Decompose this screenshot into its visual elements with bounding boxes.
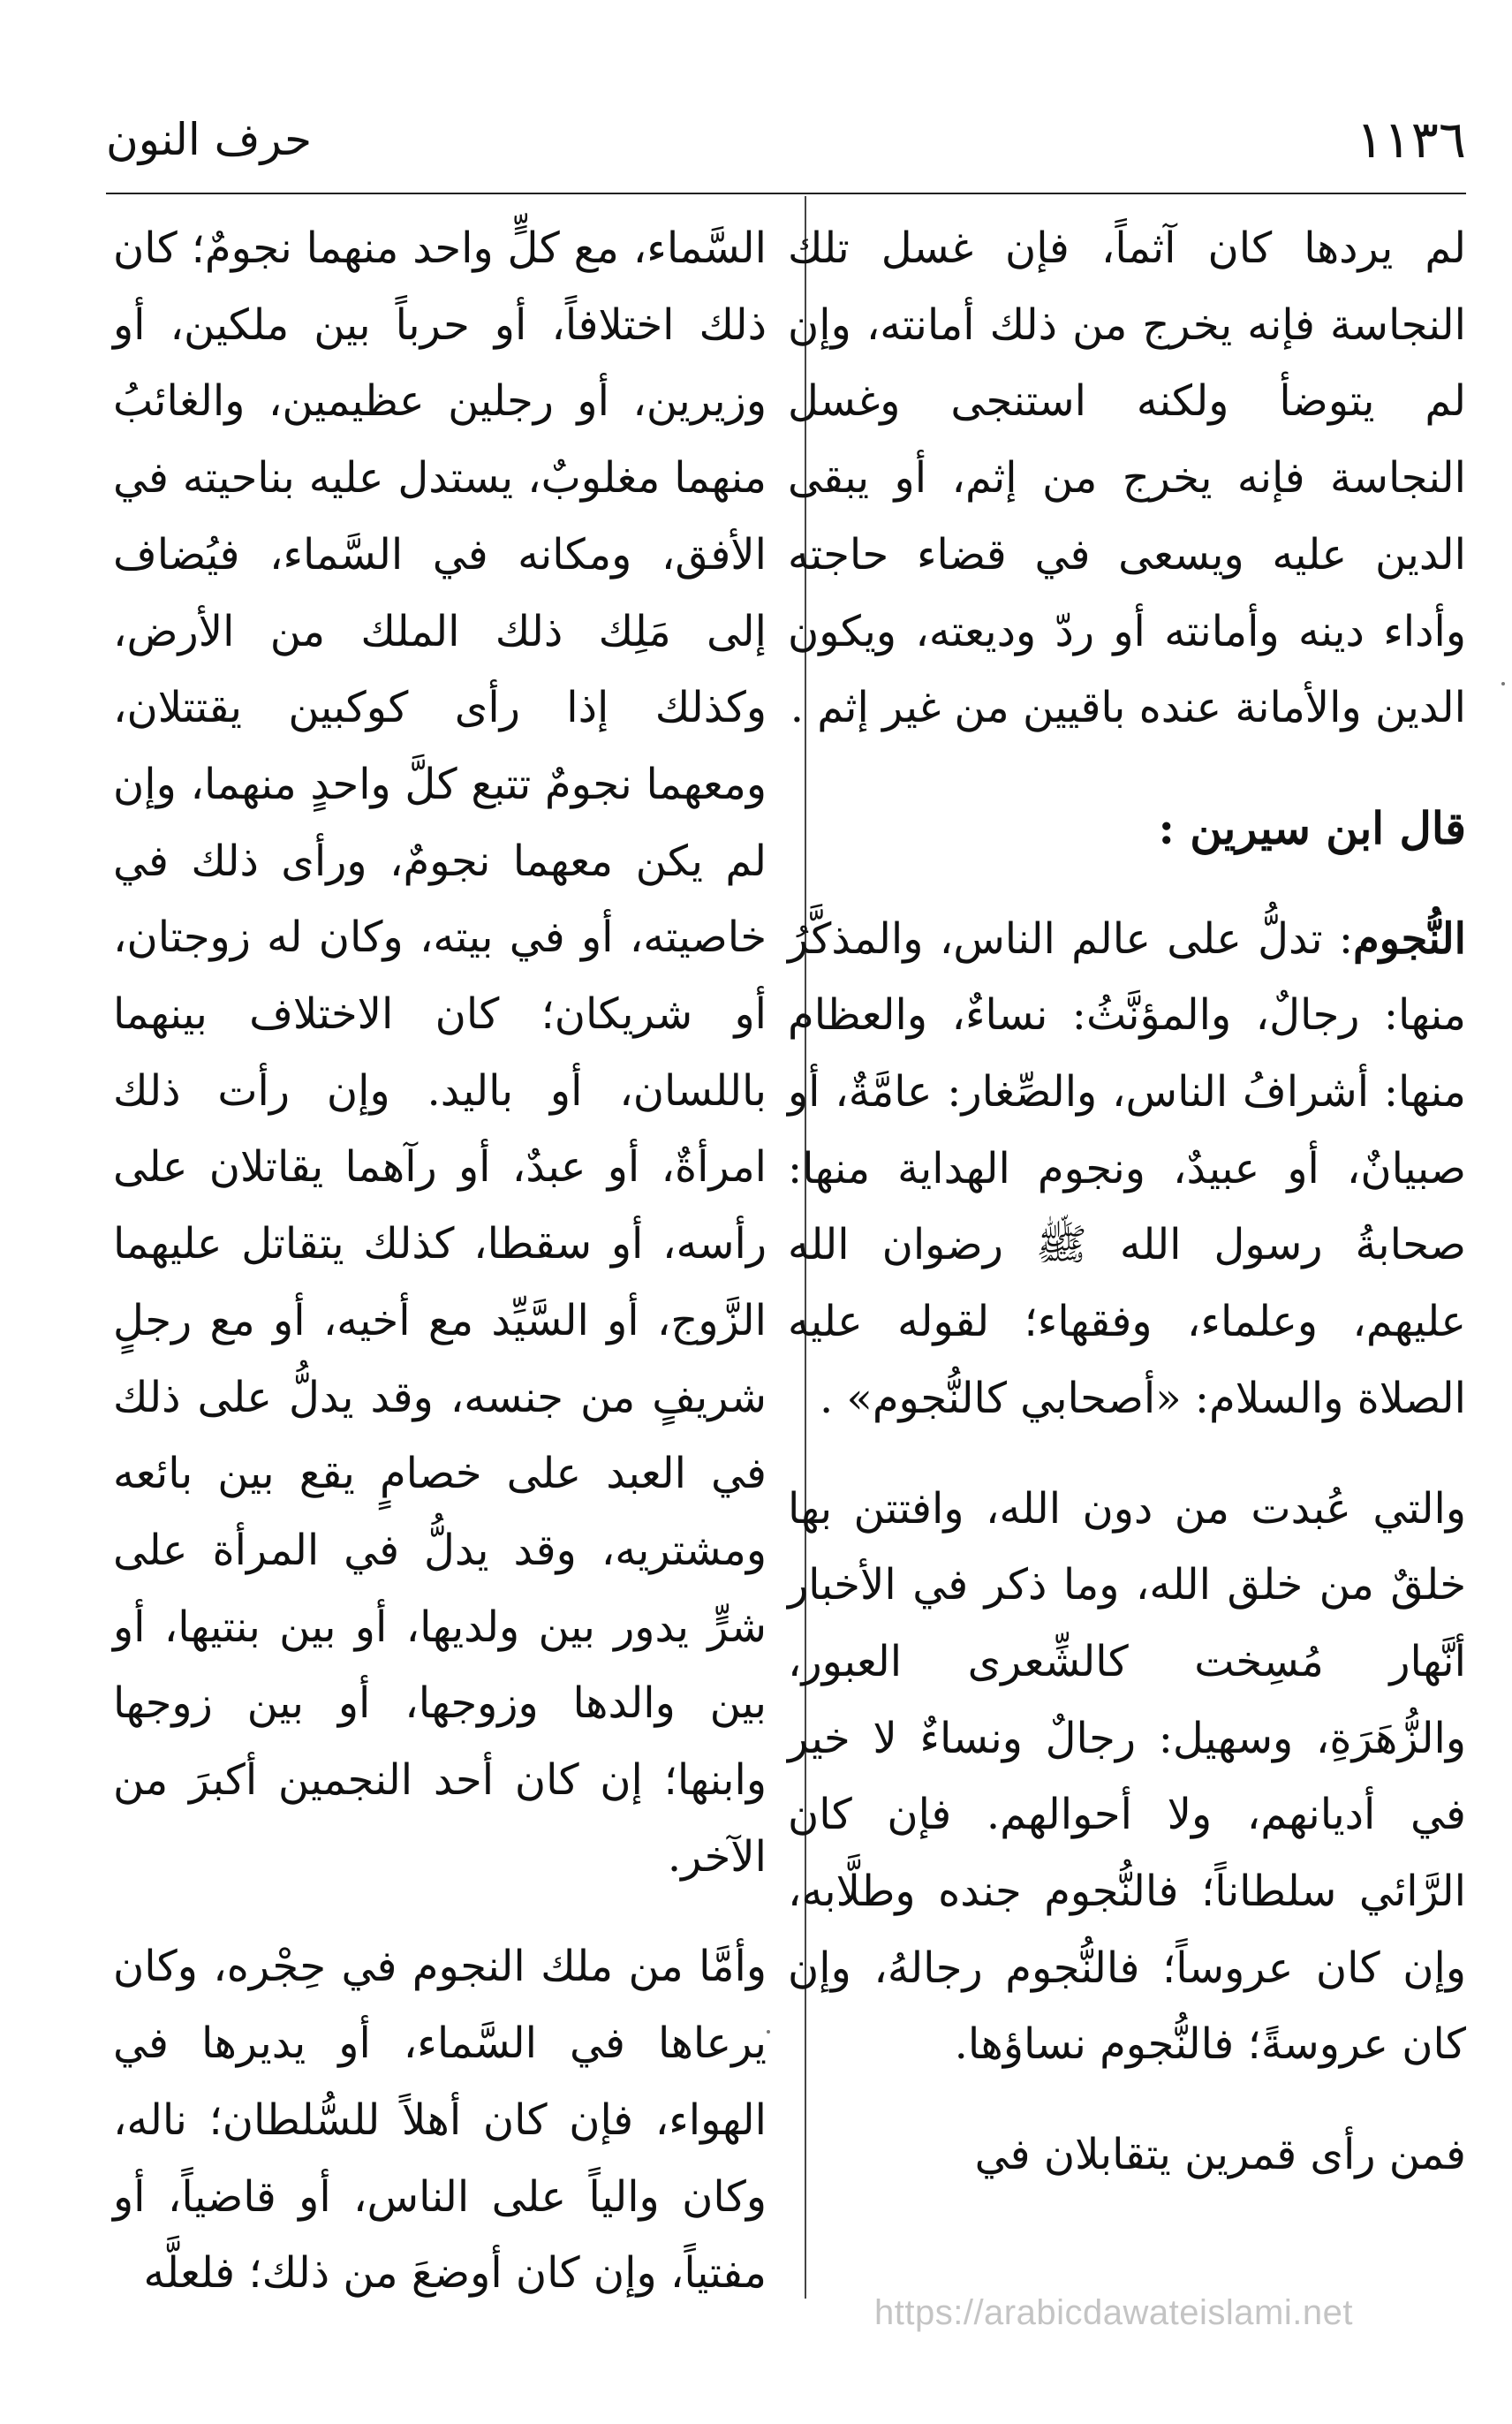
section-heading: قال ابن سيرين : <box>1158 801 1466 854</box>
spacer <box>788 1437 1466 1471</box>
right-paragraph-2 <box>788 901 1466 1437</box>
header-rule <box>106 193 1466 194</box>
watermark-url: https://arabicdawateislami.net <box>874 2293 1353 2332</box>
spacer <box>113 1895 767 1928</box>
left-column <box>113 210 767 2312</box>
right-paragraph-2-text: : تدلُّ على عالم الناس، والمذكَّرُ منها: رجالٌ، والمؤنَّثُ: نساءٌ، والعظام منها: أشرافُ الناس، والصِّغار: عامَّةٌ، أو صبيانٌ، أو عبيدٌ، ونجوم الهداية منها: صحابةُ رسول الله ﷺ رضوان الله عليهم، وعلماء، وفقهاء؛ لقوله عليه الصلاة والسلام: «أصحابي كالنُّجوم» . <box>788 913 1466 1423</box>
left-paragraph-1: السَّماء، مع كلٍّ واحد منهما نجومٌ؛ كان ذلك اختلافاً، أو حرباً بين ملكين، أو وزيرين، أو رجلين عظيمين، والغائبُ منهما مغلوبٌ، يستدل عليه بناحيته في الأفق، ومكانه في السَّماء، فيُضاف إلى مَلِك ذلك الملك من الأرض، وكذلك إذا رأى كوكبين يقتتلان، ومعهما نجومٌ تتبع كلَّ واحدٍ منهما، وإن لم يكن معهما نجومٌ، ورأى ذلك في خاصيته، أو في بيته، وكان له زوجتان، أو شريكان؛ كان الاختلاف بينهما باللسان، أو باليد. وإن رأت ذلك امرأةٌ، أو عبدٌ، أو رآهما يقاتلان على رأسه، أو سقطا، كذلك يتقاتل عليهما الزَّوج، أو السَّيِّد مع أخيه، أو مع رجلٍ شريفٍ من جنسه، وقد يدلُّ على ذلك في العبد على خصامٍ يقع بين بائعه ومشتريه، وقد يدلُّ في المرأة على شرٍّ يدور بين ولديها، أو بين بنتيها، أو بين والدها وزوجها، أو بين زوجها وابنها؛ إن كان أحد النجمين أكبرَ من الآخر. <box>113 223 767 1882</box>
scan-speck <box>767 2030 770 2034</box>
scan-speck <box>1501 682 1505 686</box>
right-column <box>788 210 1466 2193</box>
lead-term: النُّجوم <box>1353 913 1466 964</box>
page-header <box>106 104 1466 189</box>
left-paragraph-2: وأمَّا من ملك النجوم في حِجْره، وكان يرعاها في السَّماء، أو يديرها في الهواء، فإن كان أهلاً للسُّلطان؛ ناله، وكان والياً على الناس، أو قاضياً، أو مفتياً، وإن كان أوضعَ من ذلك؛ فلعلَّه <box>113 1942 767 2299</box>
right-paragraph-1: لم يردها كان آثماً، فإن غسل تلك النجاسة فإنه يخرج من ذلك أمانته، وإن لم يتوضأ ولكنه استنجى وغسل النجاسة فإنه يخرج من إثم، أو يبقى الدين عليه ويسعى في قضاء حاجته وأداء دينه وأمانته أو ردّ وديعته، ويكون الدين والأمانة عنده باقيين من غير إثم . <box>788 223 1466 733</box>
spacer <box>788 867 1466 901</box>
right-paragraph-4: فمن رأى قمرين يتقابلان في <box>974 2130 1466 2180</box>
spacer <box>788 2083 1466 2117</box>
spacer <box>788 746 1466 791</box>
running-head: حرف النون <box>106 114 312 165</box>
page-number: ١١٣٦ <box>1356 110 1466 170</box>
right-paragraph-3: والتي عُبدت من دون الله، وافتتن بها خلقٌ من خلق الله، وما ذكر في الأخبار أنَّهار مُسِخت كالشِّعرى العبور، والزُّهَرَةِ، وسهيل: رجالٌ ونساءٌ لا خير في أديانهم، ولا أحوالهم. فإن كان الرَّائي سلطاناً؛ فالنُّجوم جنده وطلَّابه، وإن كان عروساً؛ فالنُّجوم رجالهُ، وإن كان عروسةً؛ فالنُّجوم نساؤها. <box>788 1483 1466 2070</box>
